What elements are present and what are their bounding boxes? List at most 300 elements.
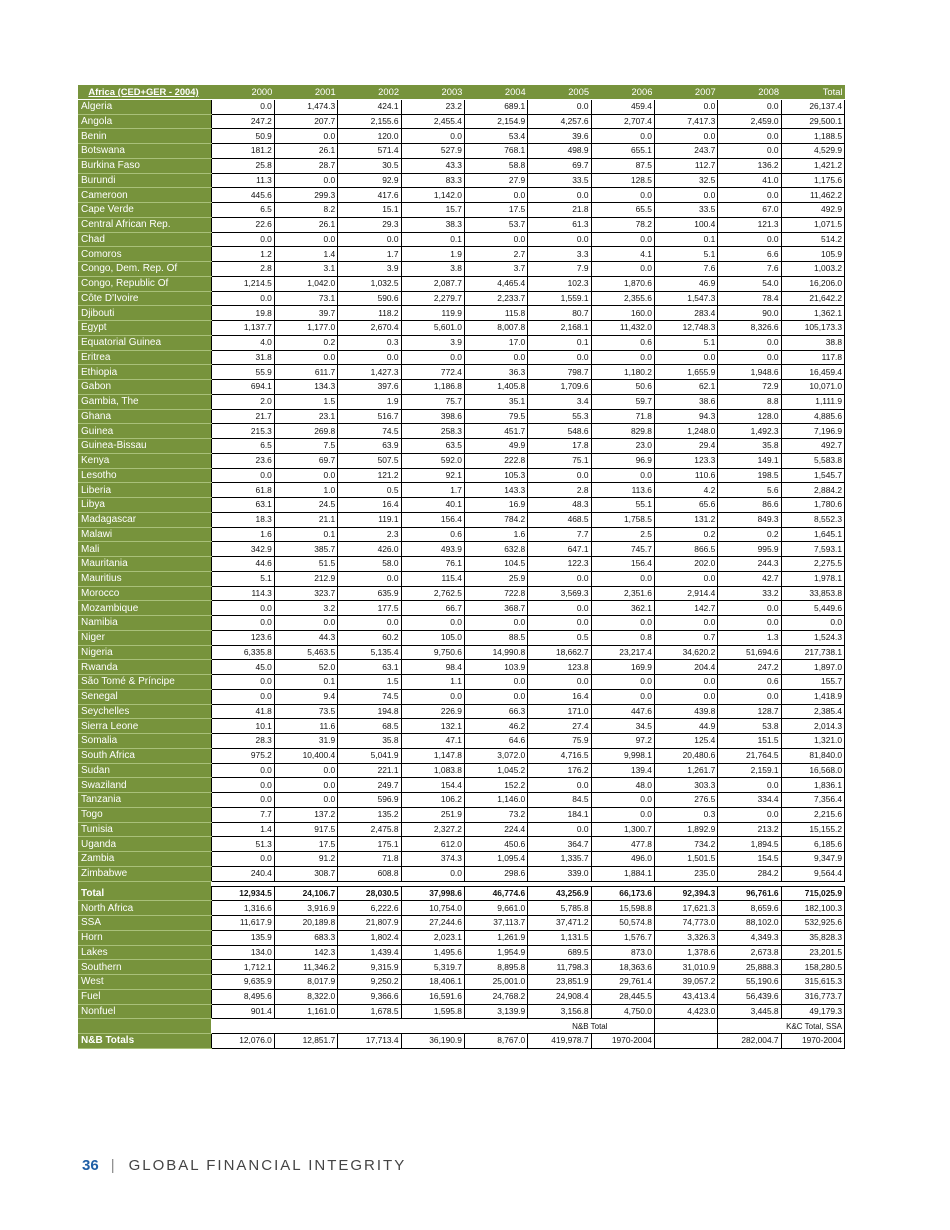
table-row (78, 689, 845, 704)
table-cell: 0.0 (718, 129, 781, 144)
table-row (78, 158, 845, 173)
table-cell: 0.0 (274, 129, 337, 144)
table-cell: 364.7 (528, 837, 591, 852)
table-cell: 548.6 (528, 424, 591, 439)
table-cell: 0.0 (211, 852, 274, 867)
table-cell: 1,042.0 (274, 276, 337, 291)
table-cell: 11.6 (274, 719, 337, 734)
table-cell: 39,057.2 (654, 975, 717, 990)
table-cell: 184.1 (528, 807, 591, 822)
table-row (78, 129, 845, 144)
nb-header-row (78, 1019, 845, 1034)
table-cell: 1,892.9 (654, 822, 717, 837)
table-cell: 17.5 (464, 203, 527, 218)
table-cell: 27.9 (464, 173, 527, 188)
table-cell: 18.3 (211, 512, 274, 527)
table-cell: 0.0 (718, 350, 781, 365)
column-header: 2008 (718, 85, 781, 99)
table-cell: 75.9 (528, 734, 591, 749)
row-label: Botswana (78, 144, 211, 159)
table-cell: 81,840.0 (781, 748, 844, 763)
row-label: Southern (78, 960, 211, 975)
table-cell: 282,004.7 (718, 1034, 781, 1049)
table-cell: 0.1 (274, 675, 337, 690)
table-cell: 80.7 (528, 306, 591, 321)
table-cell: 1,095.4 (464, 852, 527, 867)
table-cell: 11,346.2 (274, 960, 337, 975)
table-cell: 2,673.8 (718, 945, 781, 960)
row-label: Cameroon (78, 188, 211, 203)
table-cell: 37,113.7 (464, 916, 527, 931)
table-cell: 12,851.7 (274, 1034, 337, 1049)
table-cell: 247.2 (211, 114, 274, 129)
table-cell: 0.6 (401, 527, 464, 542)
row-label: Lesotho (78, 468, 211, 483)
table-cell: 55,190.6 (718, 975, 781, 990)
table-row (78, 852, 845, 867)
table-cell: 100.4 (654, 217, 717, 232)
table-row (78, 660, 845, 675)
table-cell: 276.5 (654, 793, 717, 808)
table-cell: 0.6 (591, 335, 654, 350)
table-cell: 6.6 (718, 247, 781, 262)
table-row (78, 866, 845, 881)
table-cell: 29,500.1 (781, 114, 844, 129)
table-cell: 8,895.8 (464, 960, 527, 975)
table-cell: 18,406.1 (401, 975, 464, 990)
table-cell: 459.4 (591, 99, 654, 114)
table-cell: 6,222.6 (338, 901, 401, 916)
table-cell: 1,177.0 (274, 321, 337, 336)
table-cell: 1,559.1 (528, 291, 591, 306)
table-cell: 59.7 (591, 394, 654, 409)
table-cell: 3,156.8 (528, 1004, 591, 1019)
table-cell: 0.0 (591, 689, 654, 704)
row-label: Mozambique (78, 601, 211, 616)
table-cell: 917.5 (274, 822, 337, 837)
table-cell: 0.0 (528, 822, 591, 837)
table-cell: 1,131.5 (528, 930, 591, 945)
table-cell: 1.9 (338, 394, 401, 409)
row-label: Niger (78, 630, 211, 645)
table-cell: 244.3 (718, 557, 781, 572)
table-cell: 27.4 (528, 719, 591, 734)
table-cell: 33.5 (528, 173, 591, 188)
table-cell: 1,261.9 (464, 930, 527, 945)
table-cell: 1,780.6 (781, 498, 844, 513)
table-cell: 16.4 (338, 498, 401, 513)
table-cell: 0.0 (274, 173, 337, 188)
table-cell: 35.8 (718, 439, 781, 454)
table-cell: 3.9 (401, 335, 464, 350)
row-label: Zimbabwe (78, 866, 211, 881)
table-cell: 596.9 (338, 793, 401, 808)
table-cell: 154.4 (401, 778, 464, 793)
table-cell: 25,001.0 (464, 975, 527, 990)
column-header: 2001 (274, 85, 337, 99)
table-cell: 125.4 (654, 734, 717, 749)
table-cell: 1,427.3 (338, 365, 401, 380)
table-cell: 29.4 (654, 439, 717, 454)
table-cell: 3,139.9 (464, 1004, 527, 1019)
table-cell: 60.2 (338, 630, 401, 645)
table-cell: 507.5 (338, 453, 401, 468)
table-cell: 1,248.0 (654, 424, 717, 439)
table-cell: 61.8 (211, 483, 274, 498)
total-label: Total (78, 886, 211, 901)
table-cell: 24,908.4 (528, 989, 591, 1004)
table-cell: 21,807.9 (338, 916, 401, 931)
table-cell: 4,885.6 (781, 409, 844, 424)
table-cell: 995.9 (718, 542, 781, 557)
table-cell: 33,853.8 (781, 586, 844, 601)
row-label: Guinea (78, 424, 211, 439)
table-cell: 532,925.6 (781, 916, 844, 931)
table-cell: 18,363.6 (591, 960, 654, 975)
table-cell: 514.2 (781, 232, 844, 247)
table-cell: 0.0 (591, 232, 654, 247)
table-cell: 243.7 (654, 144, 717, 159)
table-cell: 0.0 (211, 778, 274, 793)
table-cell: 92.1 (401, 468, 464, 483)
table-cell: 50.6 (591, 380, 654, 395)
table-cell: 1,214.5 (211, 276, 274, 291)
row-label: Nigeria (78, 645, 211, 660)
table-cell: 784.2 (464, 512, 527, 527)
table-row (78, 645, 845, 660)
table-cell: 1,978.1 (781, 571, 844, 586)
table-cell: 27,244.6 (401, 916, 464, 931)
table-cell: 9,564.4 (781, 866, 844, 881)
table-row (78, 468, 845, 483)
table-cell: 156.4 (401, 512, 464, 527)
table-row (78, 291, 845, 306)
table-row (78, 901, 845, 916)
table-cell: 97.2 (591, 734, 654, 749)
table-cell: 74.5 (338, 424, 401, 439)
table-cell: 1,071.5 (781, 217, 844, 232)
table-cell: 0.0 (401, 689, 464, 704)
table-cell: 1.4 (211, 822, 274, 837)
table-cell: 181.2 (211, 144, 274, 159)
table-cell: 0.0 (274, 232, 337, 247)
table-cell: 29,761.4 (591, 975, 654, 990)
column-header: 2000 (211, 85, 274, 99)
table-cell: 1,897.0 (781, 660, 844, 675)
table-cell: 207.7 (274, 114, 337, 129)
table-cell: 7.7 (211, 807, 274, 822)
column-header: 2007 (654, 85, 717, 99)
table-cell: 1,576.7 (591, 930, 654, 945)
table-cell: 1,316.6 (211, 901, 274, 916)
table-cell: 5,135.4 (338, 645, 401, 660)
table-cell: 1,492.3 (718, 424, 781, 439)
table-cell: 316,773.7 (781, 989, 844, 1004)
table-cell: 1,321.0 (781, 734, 844, 749)
table-cell: 66,173.6 (591, 886, 654, 901)
table-cell: 0.0 (591, 262, 654, 277)
table-cell: 1,188.5 (781, 129, 844, 144)
table-cell: 76.1 (401, 557, 464, 572)
table-cell: 94.3 (654, 409, 717, 424)
table-cell: 91.2 (274, 852, 337, 867)
table-cell: 1,501.5 (654, 852, 717, 867)
table-cell: 901.4 (211, 1004, 274, 1019)
table-row (78, 99, 845, 114)
row-label: Tunisia (78, 822, 211, 837)
table-cell: 31.8 (211, 350, 274, 365)
table-cell: 0.0 (718, 232, 781, 247)
table-cell: 5,041.9 (338, 748, 401, 763)
table-cell: 105.9 (781, 247, 844, 262)
table-cell: 41.8 (211, 704, 274, 719)
table-cell: 0.7 (654, 630, 717, 645)
table-cell: 8,552.3 (781, 512, 844, 527)
table-cell: 9,998.1 (591, 748, 654, 763)
table-cell: 4.0 (211, 335, 274, 350)
table-row (78, 748, 845, 763)
table-cell: 21,764.5 (718, 748, 781, 763)
table-cell: 2,707.4 (591, 114, 654, 129)
table-cell: 58.0 (338, 557, 401, 572)
table-cell: 1,405.8 (464, 380, 527, 395)
table-cell: 36.3 (464, 365, 527, 380)
table-row (78, 1004, 845, 1019)
table-cell: 87.5 (591, 158, 654, 173)
table-cell: 6.5 (211, 203, 274, 218)
table-cell: 0.0 (654, 571, 717, 586)
table-cell: 92,394.3 (654, 886, 717, 901)
table-cell: 160.0 (591, 306, 654, 321)
row-label: Egypt (78, 321, 211, 336)
table-cell: 96.9 (591, 453, 654, 468)
table-cell: 247.2 (718, 660, 781, 675)
table-cell: 2,014.3 (781, 719, 844, 734)
table-cell: 155.7 (781, 675, 844, 690)
table-cell: 44.9 (654, 719, 717, 734)
table-cell: 151.5 (718, 734, 781, 749)
table-cell: 0.0 (464, 616, 527, 631)
table-cell: 0.0 (211, 99, 274, 114)
table-cell: 0.5 (338, 483, 401, 498)
column-header: 2004 (464, 85, 527, 99)
table-cell: 0.0 (591, 350, 654, 365)
table-row (78, 424, 845, 439)
table-cell: 2.8 (211, 262, 274, 277)
row-label: Burkina Faso (78, 158, 211, 173)
row-label: Chad (78, 232, 211, 247)
table-cell: 492.7 (781, 439, 844, 454)
table-cell: 39.7 (274, 306, 337, 321)
table-cell: 64.6 (464, 734, 527, 749)
table-cell: 269.8 (274, 424, 337, 439)
table-cell: 136.2 (718, 158, 781, 173)
table-cell: 73.1 (274, 291, 337, 306)
table-cell: 1.6 (464, 527, 527, 542)
table-cell: 0.0 (464, 675, 527, 690)
table-row (78, 203, 845, 218)
row-label: Ghana (78, 409, 211, 424)
kc-total-label: K&C Total, SSA (718, 1019, 845, 1034)
table-cell: 0.0 (718, 616, 781, 631)
table-cell: 34.5 (591, 719, 654, 734)
table-cell: 9,250.2 (338, 975, 401, 990)
table-cell: 38.8 (781, 335, 844, 350)
table-cell: 79.5 (464, 409, 527, 424)
table-cell: 18,662.7 (528, 645, 591, 660)
table-cell: 694.1 (211, 380, 274, 395)
table-cell: 121.2 (338, 468, 401, 483)
table-cell: 35.1 (464, 394, 527, 409)
table-cell: 7.9 (528, 262, 591, 277)
table-cell: 9,661.0 (464, 901, 527, 916)
table-cell: 0.0 (464, 689, 527, 704)
table-cell: 24,106.7 (274, 886, 337, 901)
table-cell: 28,030.5 (338, 886, 401, 901)
table-cell: 8.2 (274, 203, 337, 218)
table-cell: 527.9 (401, 144, 464, 159)
table-cell: 113.6 (591, 483, 654, 498)
table-cell: 34,620.2 (654, 645, 717, 660)
table-cell: 4,257.6 (528, 114, 591, 129)
table-cell: 15.7 (401, 203, 464, 218)
table-row (78, 763, 845, 778)
table-cell: 0.0 (718, 778, 781, 793)
table-cell: 0.0 (211, 291, 274, 306)
row-label: Swaziland (78, 778, 211, 793)
table-cell: 54.0 (718, 276, 781, 291)
table-cell: 426.0 (338, 542, 401, 557)
table-cell: 63.1 (211, 498, 274, 513)
table-cell: 112.7 (654, 158, 717, 173)
row-label: Congo, Dem. Rep. Of (78, 262, 211, 277)
table-cell: 1,758.5 (591, 512, 654, 527)
table-cell: 224.4 (464, 822, 527, 837)
table-cell: 1,147.8 (401, 748, 464, 763)
table-cell: 15.1 (338, 203, 401, 218)
table-cell: 3.7 (464, 262, 527, 277)
table-cell: 0.2 (274, 335, 337, 350)
table-cell: 17,621.3 (654, 901, 717, 916)
table-cell: 0.0 (274, 763, 337, 778)
table-cell: 5,601.0 (401, 321, 464, 336)
page-number: 36 (82, 1157, 99, 1174)
table-cell: 2,670.4 (338, 321, 401, 336)
table-cell: 4,465.4 (464, 276, 527, 291)
table-row (78, 571, 845, 586)
table-cell: 44.3 (274, 630, 337, 645)
table-cell: 612.0 (401, 837, 464, 852)
table-cell: 1,161.0 (274, 1004, 337, 1019)
table-cell: 120.0 (338, 129, 401, 144)
table-cell: 5,319.7 (401, 960, 464, 975)
table-cell: 68.5 (338, 719, 401, 734)
table-cell: 3,569.3 (528, 586, 591, 601)
row-label: Burundi (78, 173, 211, 188)
table-cell: 417.6 (338, 188, 401, 203)
table-row (78, 512, 845, 527)
table-cell: 1,180.2 (591, 365, 654, 380)
table-cell: 69.7 (528, 158, 591, 173)
row-label: São Tomé & Príncipe (78, 675, 211, 690)
table-cell: 14,990.8 (464, 645, 527, 660)
table-cell: 0.0 (338, 616, 401, 631)
table-cell: 477.8 (591, 837, 654, 852)
table-cell: 11,432.0 (591, 321, 654, 336)
row-label: Morocco (78, 586, 211, 601)
table-cell: 1,712.1 (211, 960, 274, 975)
table-cell: 92.9 (338, 173, 401, 188)
table-cell: 2.0 (211, 394, 274, 409)
table-cell: 0.0 (591, 675, 654, 690)
table-cell: 635.9 (338, 586, 401, 601)
table-cell: 16,568.0 (781, 763, 844, 778)
table-cell: 0.0 (401, 866, 464, 881)
table-cell: 1.5 (338, 675, 401, 690)
row-label: North Africa (78, 901, 211, 916)
table-cell: 0.0 (528, 468, 591, 483)
table-cell: 9.4 (274, 689, 337, 704)
table-cell: 135.9 (211, 930, 274, 945)
table-cell: 118.2 (338, 306, 401, 321)
table-cell: 23,851.9 (528, 975, 591, 990)
table-cell: 55.9 (211, 365, 274, 380)
table-cell: 235.0 (654, 866, 717, 881)
table-cell: 2,914.4 (654, 586, 717, 601)
table-cell: 240.4 (211, 866, 274, 881)
table-cell: 53.8 (718, 719, 781, 734)
table-cell: 2,455.4 (401, 114, 464, 129)
table-cell: 6,185.6 (781, 837, 844, 852)
table-cell: 0.0 (211, 689, 274, 704)
row-label: Sudan (78, 763, 211, 778)
table-cell: 55.1 (591, 498, 654, 513)
table-cell: 26,137.4 (781, 99, 844, 114)
table-cell: 78.2 (591, 217, 654, 232)
table-cell: 35.8 (338, 734, 401, 749)
table-cell: 32.5 (654, 173, 717, 188)
table-cell: 1,146.0 (464, 793, 527, 808)
table-cell: 1.1 (401, 675, 464, 690)
table-cell: 1.4 (274, 247, 337, 262)
table-cell: 4,529.9 (781, 144, 844, 159)
row-label: Mali (78, 542, 211, 557)
table-cell: 0.3 (338, 335, 401, 350)
table-row (78, 335, 845, 350)
table-cell: 123.6 (211, 630, 274, 645)
table-cell: 3,916.9 (274, 901, 337, 916)
row-label: Tanzania (78, 793, 211, 808)
table-cell: 26.1 (274, 217, 337, 232)
table-cell: 0.0 (528, 616, 591, 631)
table-cell: 1,418.9 (781, 689, 844, 704)
table-cell: 1,032.5 (338, 276, 401, 291)
row-label: Horn (78, 930, 211, 945)
table-cell: 9,315.9 (338, 960, 401, 975)
table-cell: 0.0 (718, 689, 781, 704)
table-cell: 590.6 (338, 291, 401, 306)
table-cell: 689.5 (528, 945, 591, 960)
table-cell: 16,206.0 (781, 276, 844, 291)
table-cell: 40.1 (401, 498, 464, 513)
table-cell: 2,355.6 (591, 291, 654, 306)
table-cell: 2,351.6 (591, 586, 654, 601)
table-row (78, 439, 845, 454)
table-cell: 0.2 (718, 527, 781, 542)
table-cell: 0.0 (591, 468, 654, 483)
table-cell: 63.5 (401, 439, 464, 454)
nb-total-label: N&B Total (528, 1019, 655, 1034)
